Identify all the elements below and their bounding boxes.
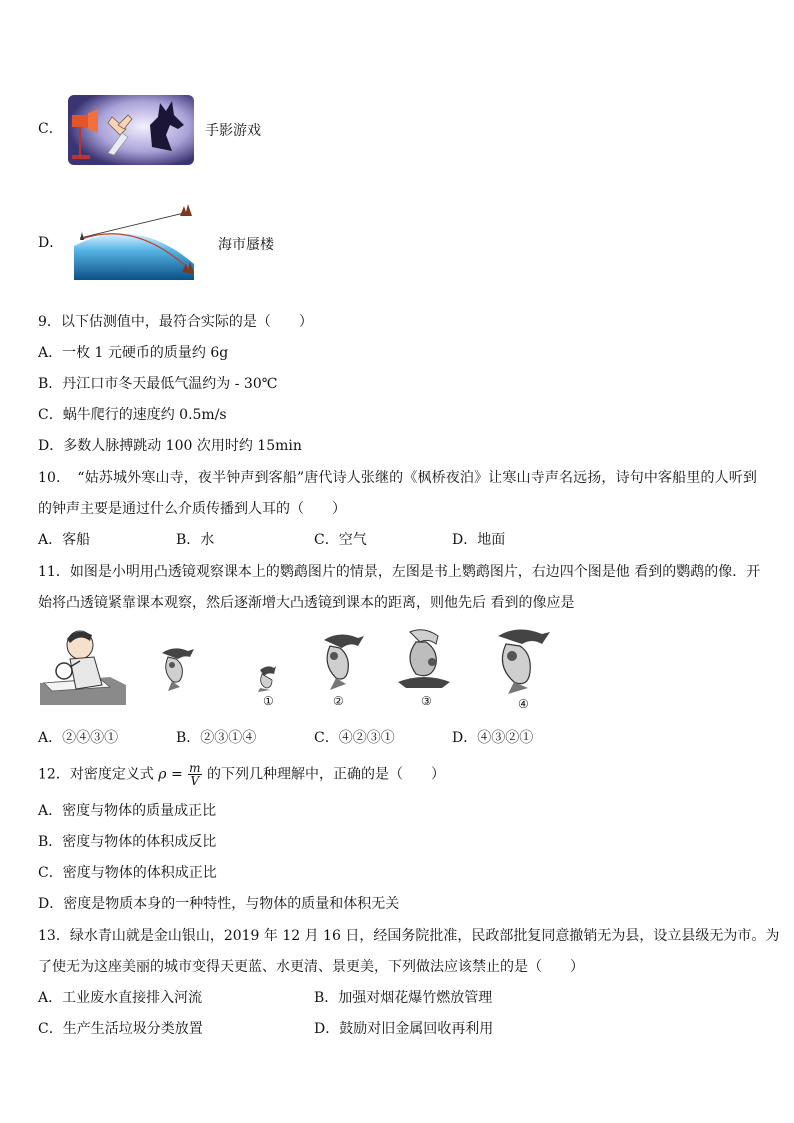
q13-option-d: D．鼓励对旧金属回收再利用 (314, 1021, 494, 1037)
q11-stem-line1: 11．如图是小明用凸透镜观察课本上的鹦鹉图片的情景，左图是书上鹦鹉图片，右边四个图是他 看到的鹦鹉的像．开 (38, 564, 761, 580)
parrot-image-1-label: ① (263, 694, 274, 708)
q8-option-c-caption: 手影游戏 (205, 123, 261, 139)
q13-stem-line1: 13．绿水青山就是金山银山，2019 年 12 月 16 日，经国务院批准，民政部批复同意撤销无为县，设立县级无为市。为 (38, 928, 780, 944)
q10-option-c: C．空气 (314, 532, 367, 548)
q9-option-b: B．丹江口市冬天最低气温约为 - 30℃ (38, 376, 278, 392)
q11-option-b: B．②③①④ (176, 730, 257, 746)
q13-stem-line2: 了使无为这座美丽的城市变得天更蓝、水更清、景更美，下列做法应该禁止的是（ ） (38, 959, 584, 975)
q11-option-a: A．②④③① (38, 730, 119, 746)
boy-with-magnifier-image (40, 627, 126, 707)
q13-option-a: A．工业废水直接排入河流 (38, 990, 203, 1006)
q8-option-d-label: D． (38, 235, 64, 251)
q10-stem-line2: 的钟声主要是通过什么介质传播到人耳的（ ） (38, 501, 346, 517)
parrot-image-2-label: ② (333, 694, 344, 708)
mirage-diagram (70, 196, 200, 280)
parrot-image-3-label: ③ (421, 694, 432, 708)
parrot-image-4 (494, 626, 552, 696)
q13-option-b: B．加强对烟花爆竹燃放管理 (314, 990, 493, 1006)
q9-option-a: A．一枚 1 元硬币的质量约 6g (38, 345, 229, 361)
q12-option-c: C．密度与物体的体积成正比 (38, 865, 217, 881)
density-symbol: ρ (158, 766, 167, 783)
q12-option-a: A．密度与物体的质量成正比 (38, 803, 217, 819)
parrot-image-4-label: ④ (518, 697, 529, 711)
q10-option-d: D．地面 (452, 532, 506, 548)
parrot-original-image (158, 645, 198, 693)
fraction-numerator: m (189, 761, 201, 775)
q11-stem-line2: 始将凸透镜紧靠课本观察，然后逐渐增大凸透镜到课本的距离，则他先后 看到的像应是 (38, 595, 575, 611)
q11-option-d: D．④③②① (452, 730, 534, 746)
q8-option-d-caption: 海市蜃楼 (218, 237, 274, 253)
parrot-image-3 (396, 628, 452, 694)
q9-option-c: C．蜗牛爬行的速度约 0.5m/s (38, 407, 227, 423)
q10-option-b: B．水 (176, 532, 215, 548)
hand-shadow-image (68, 95, 194, 165)
equals-sign: = (170, 766, 183, 783)
q10-option-a: A．客船 (38, 532, 91, 548)
fraction-denominator: V (190, 774, 200, 788)
q13-option-c: C．生产生活垃圾分类放置 (38, 1021, 203, 1037)
q8-option-c-label: C． (38, 121, 63, 137)
parrot-image-2 (318, 632, 366, 694)
q12-option-b: B．密度与物体的体积成反比 (38, 834, 217, 850)
q12-option-d: D．密度是物质本身的一种特性，与物体的质量和体积无关 (38, 896, 400, 912)
q9-stem: 9．以下估测值中，最符合实际的是（ ） (38, 314, 313, 330)
q10-stem-line1: 10． “姑苏城外寒山寺，夜半钟声到客船”唐代诗人张继的《枫桥夜泊》让寒山寺声名远扬，诗句中客船里的人听到 (38, 470, 758, 486)
mass-over-volume-fraction (188, 762, 201, 787)
q11-option-c: C．④②③① (314, 730, 395, 746)
q12-stem-pre: 12．对密度定义式 (38, 766, 154, 783)
q12-stem-post: 的下列几种理解中，正确的是（ ） (207, 766, 445, 783)
q12-stem (38, 762, 445, 787)
q9-option-d: D．多数人脉搏跳动 100 次用时约 15min (38, 438, 302, 454)
